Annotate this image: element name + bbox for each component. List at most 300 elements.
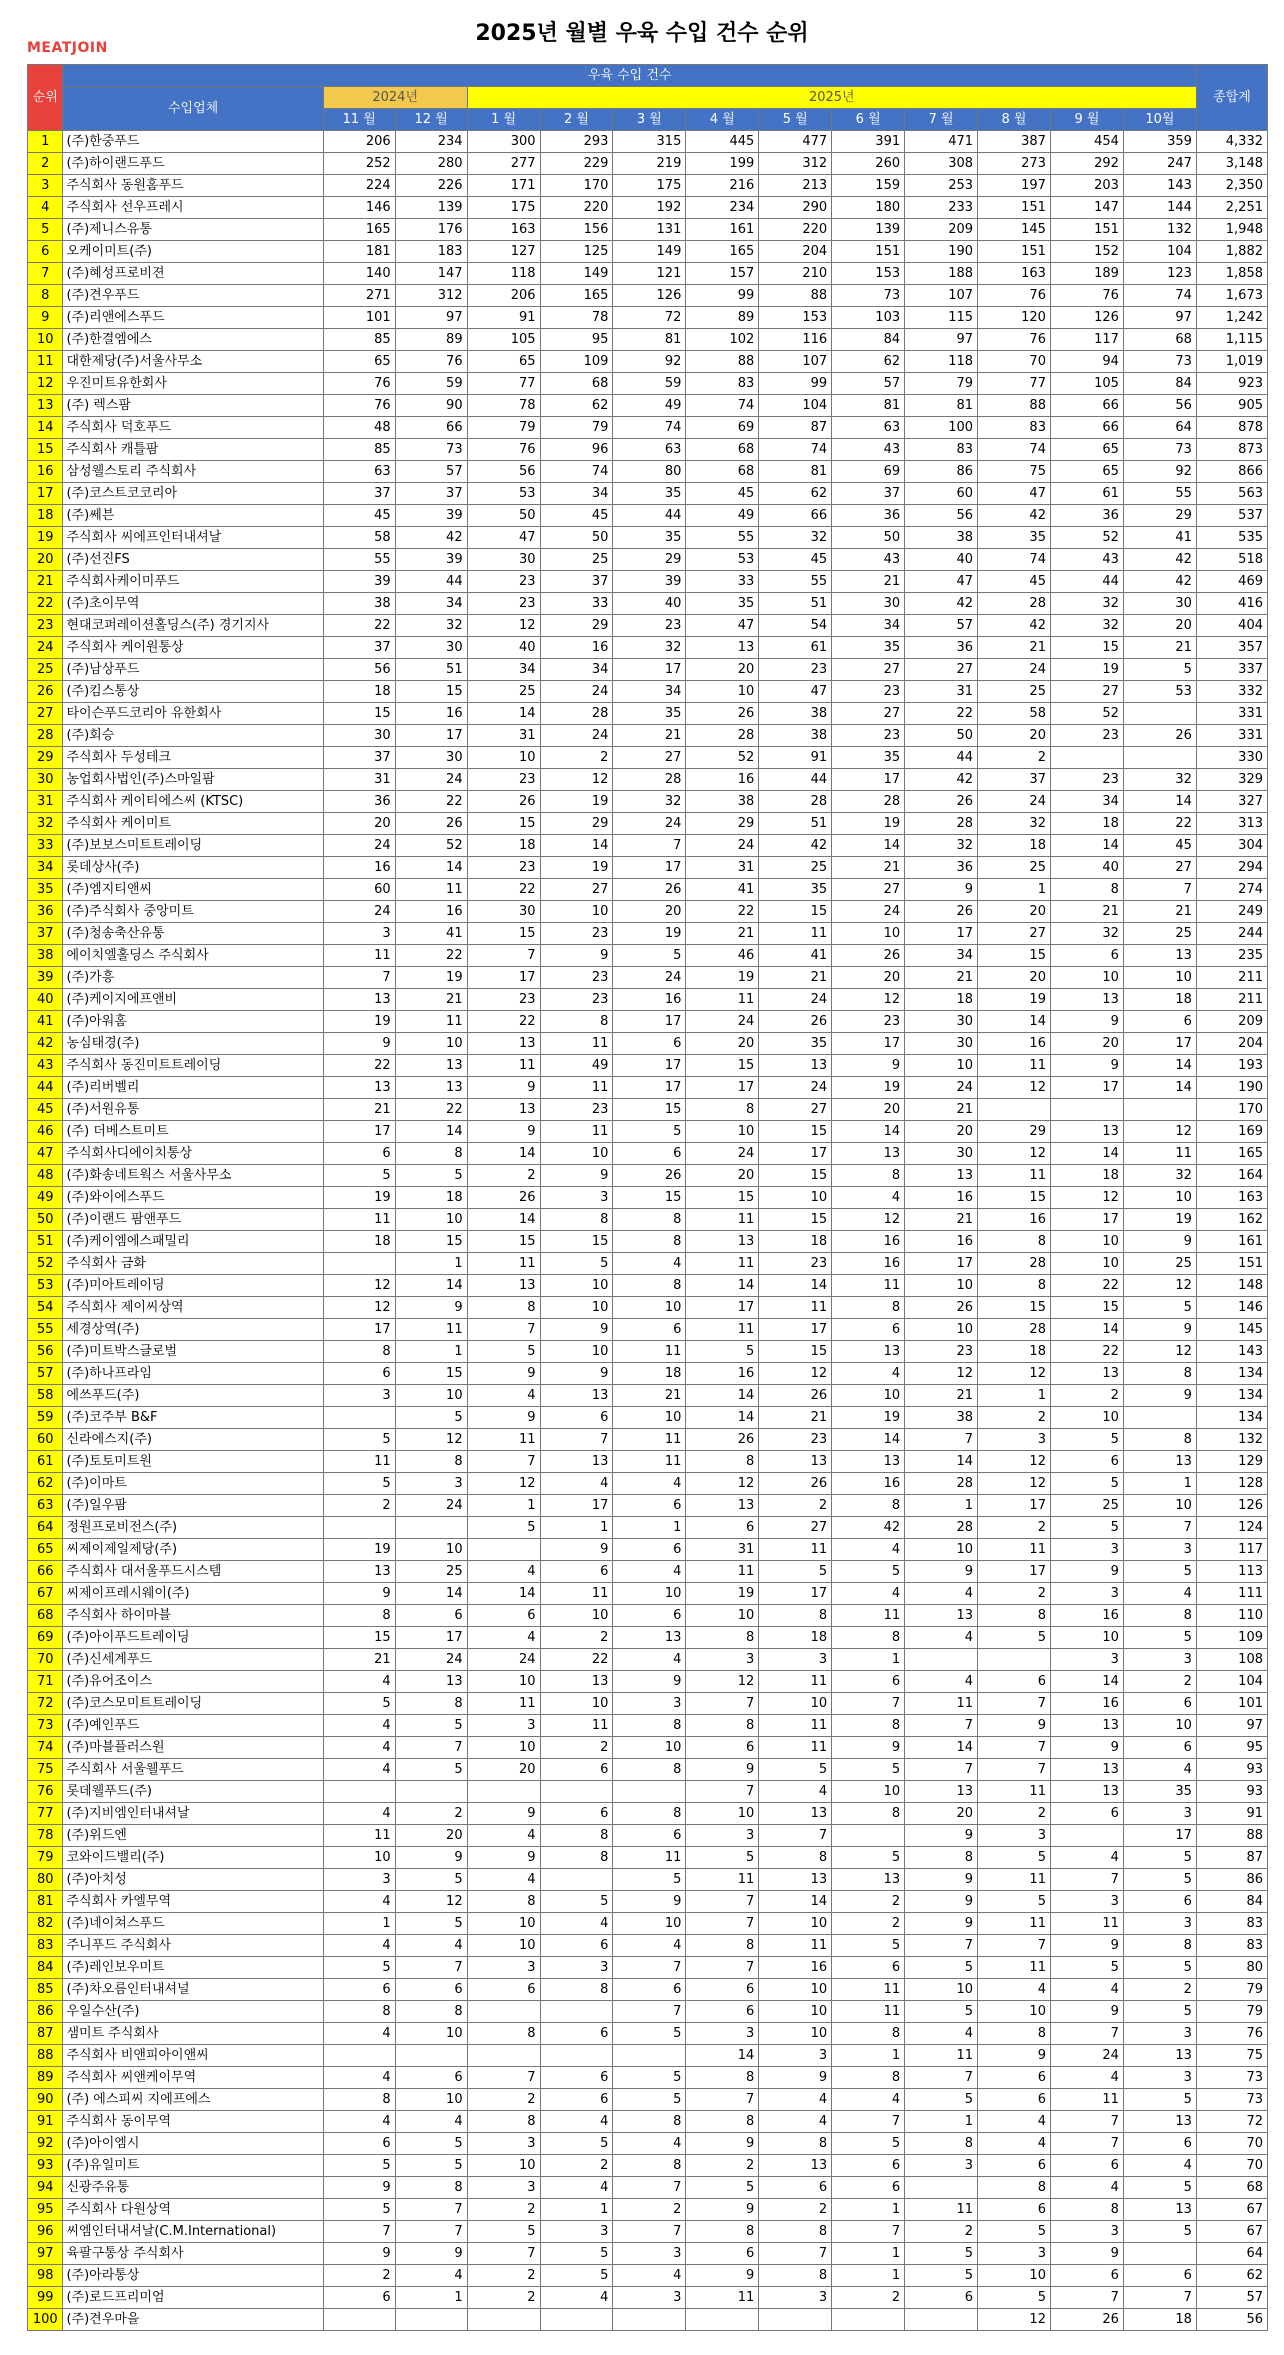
month-value-cell: 4 [323,1935,395,1957]
month-value-cell: 14 [467,1583,540,1605]
company-cell: 주식회사 씨앤케이무역 [63,2067,323,2089]
month-value-cell: 8 [759,1605,832,1627]
rank-cell: 13 [28,395,63,417]
rank-cell: 11 [28,351,63,373]
month-value-cell: 203 [1050,175,1123,197]
month-value-cell: 2 [540,2155,613,2177]
month-value-cell: 10 [1123,1187,1196,1209]
rank-cell: 74 [28,1737,63,1759]
month-value-cell: 5 [905,1957,978,1979]
month-value-cell: 88 [978,395,1051,417]
month-value-cell: 5 [395,2155,467,2177]
month-value-cell: 20 [323,813,395,835]
month-value-cell: 6 [540,2089,613,2111]
month-value-cell: 199 [686,153,759,175]
month-value-cell: 42 [1123,571,1196,593]
month-value-cell: 18 [978,1341,1051,1363]
rank-cell: 59 [28,1407,63,1429]
month-value-cell: 14 [395,1275,467,1297]
company-cell: (주)아이푸드트레이딩 [63,1627,323,1649]
month-value-cell: 14 [467,1209,540,1231]
month-value-cell: 9 [686,1759,759,1781]
month-value-cell: 293 [540,131,613,153]
month-value-cell: 11 [978,1539,1051,1561]
rank-cell: 6 [28,241,63,263]
month-value-cell: 24 [395,769,467,791]
month-value-cell: 7 [323,967,395,989]
month-value-cell: 13 [467,1033,540,1055]
month-value-cell: 16 [323,857,395,879]
month-value-cell [613,2045,686,2067]
month-value-cell: 9 [832,1737,905,1759]
rank-cell: 69 [28,1627,63,1649]
table-row [28,1561,1268,1583]
month-value-cell [323,2309,395,2331]
table-row [28,791,1268,813]
company-cell: 현대코퍼레이션홀딩스(주) 경기지사 [63,615,323,637]
month-value-cell: 123 [1123,263,1196,285]
month-value-cell: 1 [832,2045,905,2067]
month-value-cell: 7 [613,1957,686,1979]
month-value-cell: 14 [1123,791,1196,813]
total-cell: 134 [1196,1363,1267,1385]
month-value-cell: 9 [395,2243,467,2265]
month-value-cell: 165 [686,241,759,263]
month-value-cell: 8 [467,1891,540,1913]
month-value-cell [613,1781,686,1803]
month-value-cell: 89 [686,307,759,329]
month-value-cell: 11 [759,1297,832,1319]
month-value-cell: 70 [978,351,1051,373]
month-value-cell: 2 [978,1803,1051,1825]
month-value-cell: 8 [613,1803,686,1825]
month-value-cell: 10 [540,1341,613,1363]
month-value-cell: 8 [467,2111,540,2133]
month-value-cell: 183 [395,241,467,263]
month-value-cell: 14 [395,1121,467,1143]
table-row [28,2309,1268,2331]
month-value-cell: 8 [540,1209,613,1231]
company-cell: (주)차오름인터내셔널 [63,1979,323,2001]
month-value-cell: 72 [613,307,686,329]
month-value-cell: 4 [323,2111,395,2133]
company-cell: 주식회사 케이티에스씨 (KTSC) [63,791,323,813]
month-value-cell: 40 [467,637,540,659]
month-value-cell: 7 [1050,2023,1123,2045]
month-value-cell [467,2001,540,2023]
month-value-cell: 30 [395,747,467,769]
month-value-cell: 7 [395,2221,467,2243]
total-cell: 57 [1196,2287,1267,2309]
total-cell: 249 [1196,901,1267,923]
month-value-cell: 170 [540,175,613,197]
month-value-cell: 31 [467,725,540,747]
month-value-cell: 73 [1123,439,1196,461]
month-value-cell: 3 [540,1187,613,1209]
rank-cell: 48 [28,1165,63,1187]
month-value-cell: 9 [978,1715,1051,1737]
month-value-cell: 13 [540,1385,613,1407]
month-value-cell: 10 [686,1121,759,1143]
rank-cell: 62 [28,1473,63,1495]
month-value-cell: 5 [686,1847,759,1869]
header-month-2025: 10월 [1123,109,1196,131]
month-value-cell: 253 [905,175,978,197]
table-row [28,2243,1268,2265]
month-value-cell: 11 [686,1253,759,1275]
month-value-cell: 2 [323,1495,395,1517]
month-value-cell: 8 [686,1627,759,1649]
month-value-cell: 10 [1050,1407,1123,1429]
month-value-cell: 14 [467,703,540,725]
month-value-cell: 91 [467,307,540,329]
month-value-cell: 7 [978,1737,1051,1759]
header-company: 수입업체 [63,87,323,131]
month-value-cell: 11 [686,1561,759,1583]
month-value-cell: 16 [905,1187,978,1209]
month-value-cell: 56 [905,505,978,527]
company-cell: (주)일우팜 [63,1495,323,1517]
company-cell: (주)한중푸드 [63,131,323,153]
month-value-cell: 13 [1050,989,1123,1011]
month-value-cell: 6 [323,1363,395,1385]
month-value-cell: 11 [686,1209,759,1231]
month-value-cell: 4 [540,1913,613,1935]
total-cell: 294 [1196,857,1267,879]
month-value-cell: 4 [759,1781,832,1803]
month-value-cell: 5 [395,1715,467,1737]
rank-cell: 99 [28,2287,63,2309]
month-value-cell: 10 [613,1737,686,1759]
company-cell: (주)코주부 B&F [63,1407,323,1429]
month-value-cell: 24 [323,835,395,857]
month-value-cell [1123,1407,1196,1429]
rank-cell: 71 [28,1671,63,1693]
month-value-cell: 58 [323,527,395,549]
table-row [28,1781,1268,1803]
rank-cell: 77 [28,1803,63,1825]
header-year-2024: 2024년 [323,87,467,109]
month-value-cell: 23 [1050,725,1123,747]
rank-cell: 68 [28,1605,63,1627]
month-value-cell: 5 [1123,1847,1196,1869]
month-value-cell: 4 [1050,1979,1123,2001]
company-cell: 주식회사 금화 [63,1253,323,1275]
month-value-cell: 28 [613,769,686,791]
rank-cell: 44 [28,1077,63,1099]
month-value-cell: 62 [832,351,905,373]
month-value-cell: 6 [323,2287,395,2309]
month-value-cell: 234 [686,197,759,219]
month-value-cell: 6 [395,1979,467,2001]
table-row [28,483,1268,505]
month-value-cell: 9 [540,1165,613,1187]
month-value-cell: 10 [540,901,613,923]
month-value-cell: 8 [832,2023,905,2045]
month-value-cell: 9 [686,2133,759,2155]
month-value-cell: 23 [467,989,540,1011]
month-value-cell: 8 [832,1627,905,1649]
month-value-cell: 9 [467,1121,540,1143]
month-value-cell: 9 [1050,2243,1123,2265]
month-value-cell: 4 [1123,1759,1196,1781]
month-value-cell: 10 [905,1979,978,2001]
month-value-cell: 81 [905,395,978,417]
month-value-cell: 10 [759,2001,832,2023]
table-row [28,1407,1268,1429]
month-value-cell: 165 [323,219,395,241]
month-value-cell: 9 [1050,1055,1123,1077]
company-cell: 주식회사 케이원통상 [63,637,323,659]
month-value-cell: 7 [686,1891,759,1913]
month-value-cell: 24 [978,791,1051,813]
month-value-cell: 13 [613,1627,686,1649]
month-value-cell: 24 [686,1011,759,1033]
month-value-cell: 8 [1123,1935,1196,1957]
header-month-2025: 9 월 [1050,109,1123,131]
company-cell: (주)견우마을 [63,2309,323,2331]
table-row [28,1693,1268,1715]
table-row [28,1253,1268,1275]
month-value-cell: 8 [759,2265,832,2287]
month-value-cell: 8 [686,2221,759,2243]
month-value-cell: 16 [832,1253,905,1275]
month-value-cell: 56 [1123,395,1196,417]
month-value-cell: 52 [1050,703,1123,725]
month-value-cell: 4 [832,2089,905,2111]
month-value-cell: 6 [686,1517,759,1539]
month-value-cell: 10 [540,1693,613,1715]
table-row [28,263,1268,285]
month-value-cell: 471 [905,131,978,153]
month-value-cell: 5 [613,2089,686,2111]
month-value-cell: 5 [1123,1297,1196,1319]
company-cell: 씨엠인터내셔날(C.M.International) [63,2221,323,2243]
month-value-cell: 7 [467,2243,540,2265]
month-value-cell: 5 [1123,1561,1196,1583]
month-value-cell: 7 [905,2067,978,2089]
month-value-cell: 83 [686,373,759,395]
month-value-cell: 53 [686,549,759,571]
month-value-cell: 6 [467,1605,540,1627]
month-value-cell: 30 [323,725,395,747]
month-value-cell: 45 [323,505,395,527]
total-cell: 143 [1196,1341,1267,1363]
table-row [28,857,1268,879]
month-value-cell: 13 [395,1055,467,1077]
month-value-cell: 6 [540,1935,613,1957]
company-cell: (주)하이랜드푸드 [63,153,323,175]
month-value-cell: 3 [467,1957,540,1979]
month-value-cell: 11 [395,1011,467,1033]
month-value-cell: 9 [978,2045,1051,2067]
month-value-cell: 27 [1123,857,1196,879]
month-value-cell: 14 [905,1451,978,1473]
month-value-cell: 17 [759,1319,832,1341]
month-value-cell: 8 [613,1209,686,1231]
month-value-cell: 22 [1050,1275,1123,1297]
month-value-cell: 18 [759,1231,832,1253]
month-value-cell: 271 [323,285,395,307]
total-cell: 1,242 [1196,307,1267,329]
month-value-cell: 32 [1050,923,1123,945]
month-value-cell: 2 [540,747,613,769]
month-value-cell: 9 [905,879,978,901]
company-cell: 주식회사 동원홈푸드 [63,175,323,197]
month-value-cell: 50 [540,527,613,549]
month-value-cell: 12 [686,1473,759,1495]
month-value-cell: 20 [978,967,1051,989]
month-value-cell: 220 [540,197,613,219]
month-value-cell: 2 [905,2221,978,2243]
month-value-cell: 35 [686,593,759,615]
month-value-cell: 139 [832,219,905,241]
month-value-cell: 28 [978,593,1051,615]
month-value-cell: 16 [832,1231,905,1253]
month-value-cell: 35 [613,483,686,505]
month-value-cell: 44 [395,571,467,593]
month-value-cell: 30 [832,593,905,615]
month-value-cell [540,1869,613,1891]
rank-cell: 28 [28,725,63,747]
month-value-cell: 42 [905,593,978,615]
month-value-cell: 21 [978,637,1051,659]
month-value-cell: 104 [759,395,832,417]
company-cell: (주)위드엔 [63,1825,323,1847]
month-value-cell: 13 [686,1495,759,1517]
month-value-cell: 13 [759,1869,832,1891]
month-value-cell: 42 [978,615,1051,637]
month-value-cell: 5 [323,2155,395,2177]
month-value-cell: 8 [686,2067,759,2089]
month-value-cell: 30 [905,1143,978,1165]
month-value-cell: 20 [686,659,759,681]
month-value-cell: 1 [395,1341,467,1363]
month-value-cell: 45 [686,483,759,505]
month-value-cell: 34 [613,681,686,703]
month-value-cell: 6 [1050,1451,1123,1473]
month-value-cell: 11 [759,1935,832,1957]
month-value-cell: 36 [832,505,905,527]
table-row [28,1671,1268,1693]
month-value-cell [323,1781,395,1803]
table-row [28,417,1268,439]
month-value-cell: 34 [832,615,905,637]
month-value-cell: 5 [467,1517,540,1539]
month-value-cell: 8 [759,2133,832,2155]
company-cell: 타이슨푸드코리아 유한회사 [63,703,323,725]
month-value-cell: 43 [832,439,905,461]
total-cell: 56 [1196,2309,1267,2331]
month-value-cell: 35 [1123,1781,1196,1803]
month-value-cell: 14 [686,1385,759,1407]
month-value-cell: 23 [832,1011,905,1033]
month-value-cell: 76 [1050,285,1123,307]
month-value-cell: 23 [832,681,905,703]
month-value-cell: 79 [540,417,613,439]
month-value-cell: 41 [686,879,759,901]
month-value-cell: 7 [467,2067,540,2089]
month-value-cell: 2 [759,2199,832,2221]
month-value-cell: 17 [613,1011,686,1033]
company-cell: 주식회사 케이미트 [63,813,323,835]
month-value-cell: 6 [395,1605,467,1627]
table-row [28,197,1268,219]
month-value-cell: 2 [1123,1979,1196,2001]
month-value-cell: 6 [686,1979,759,2001]
month-value-cell: 2 [613,2199,686,2221]
month-value-cell: 117 [1050,329,1123,351]
company-cell: 씨제이제일제당(주) [63,1539,323,1561]
month-value-cell: 2 [978,747,1051,769]
month-value-cell: 15 [759,1341,832,1363]
month-value-cell: 118 [905,351,978,373]
month-value-cell: 5 [1123,2177,1196,2199]
month-value-cell: 7 [686,2089,759,2111]
month-value-cell: 61 [1050,483,1123,505]
rank-cell: 34 [28,857,63,879]
month-value-cell: 60 [323,879,395,901]
month-value-cell: 11 [467,1693,540,1715]
month-value-cell: 10 [467,1671,540,1693]
month-value-cell: 10 [323,1847,395,1869]
month-value-cell: 7 [395,2199,467,2221]
ranking-table [27,64,1268,2331]
company-cell: 주식회사 대서울푸드시스템 [63,1561,323,1583]
month-value-cell: 5 [323,1165,395,1187]
rank-cell: 17 [28,483,63,505]
month-value-cell: 6 [540,1759,613,1781]
table-row [28,1077,1268,1099]
rank-cell: 70 [28,1649,63,1671]
month-value-cell: 76 [323,373,395,395]
table-row [28,923,1268,945]
month-value-cell: 37 [540,571,613,593]
month-value-cell: 7 [1050,2111,1123,2133]
month-value-cell: 28 [540,703,613,725]
month-value-cell: 15 [759,1121,832,1143]
rank-cell: 40 [28,989,63,1011]
total-cell: 165 [1196,1143,1267,1165]
total-cell: 1,882 [1196,241,1267,263]
month-value-cell: 8 [540,1847,613,1869]
total-cell: 4,332 [1196,131,1267,153]
total-cell: 84 [1196,1891,1267,1913]
month-value-cell: 3 [686,1825,759,1847]
month-value-cell: 10 [686,1605,759,1627]
company-cell: (주)킴스통상 [63,681,323,703]
table-row [28,1517,1268,1539]
header-month-2024: 12 월 [395,109,467,131]
company-cell: 주식회사 서울웰푸드 [63,1759,323,1781]
table-row [28,1363,1268,1385]
month-value-cell: 7 [467,1451,540,1473]
month-value-cell: 13 [395,1077,467,1099]
month-value-cell [1123,747,1196,769]
month-value-cell: 65 [1050,461,1123,483]
month-value-cell: 63 [323,461,395,483]
month-value-cell [832,2309,905,2331]
rank-cell: 67 [28,1583,63,1605]
month-value-cell: 17 [905,1253,978,1275]
month-value-cell: 3 [686,1649,759,1671]
month-value-cell: 68 [540,373,613,395]
table-row [28,1957,1268,1979]
table-row [28,571,1268,593]
month-value-cell: 10 [467,2155,540,2177]
month-value-cell: 19 [323,1187,395,1209]
month-value-cell: 47 [686,615,759,637]
